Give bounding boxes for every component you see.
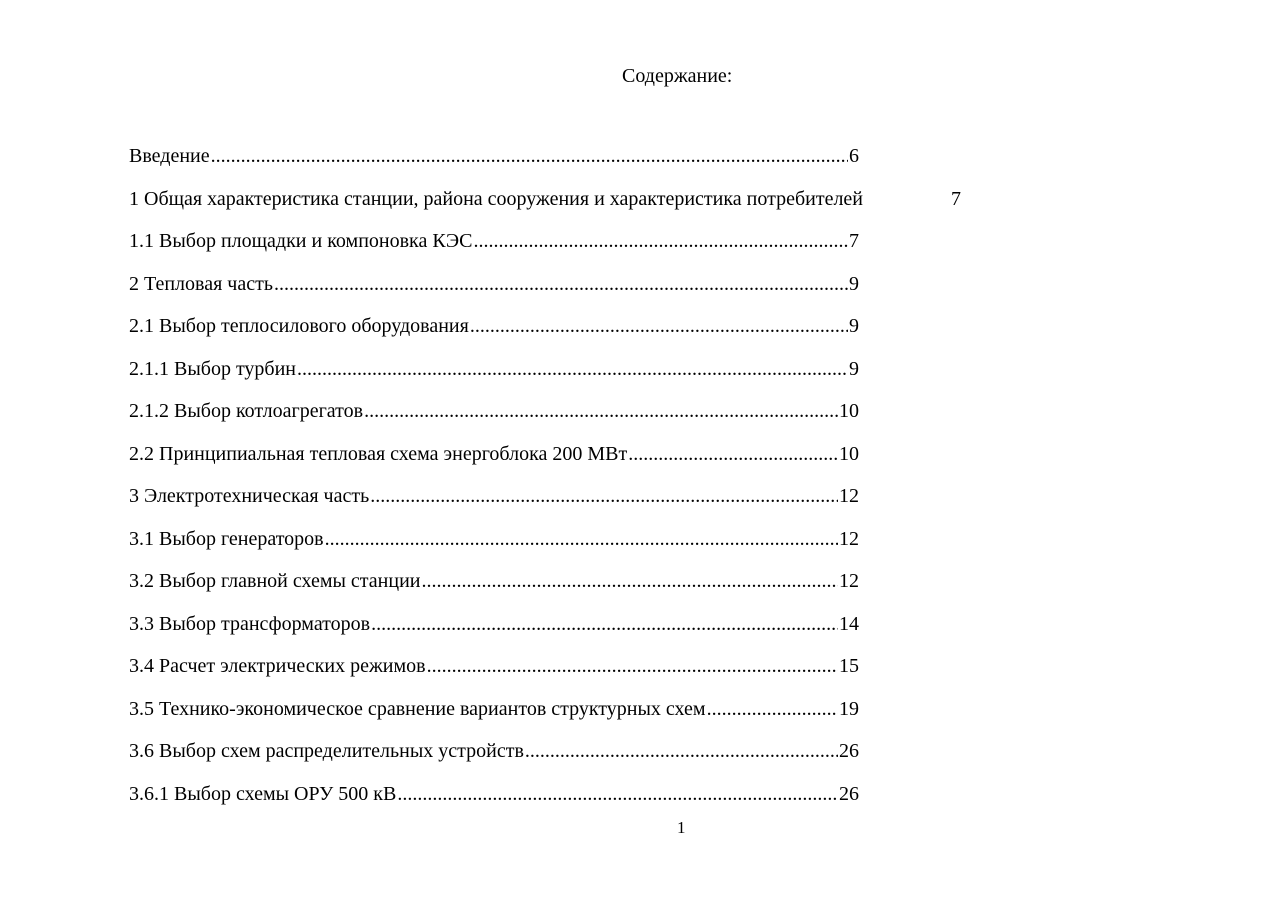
toc-dot-leader	[525, 739, 838, 763]
toc-dot-leader	[211, 144, 848, 168]
toc-entry-title: 3.2 Выбор главной схемы станции	[129, 570, 421, 592]
toc-dot-leader	[364, 399, 838, 423]
toc-entry-page: 26	[839, 782, 859, 805]
toc-dot-leader	[470, 314, 848, 338]
toc-entry	[129, 229, 859, 272]
toc-dot-leader	[707, 697, 838, 721]
toc-entry-page: 10	[839, 400, 859, 422]
toc-dot-leader	[371, 612, 838, 636]
toc-dot-leader	[297, 357, 848, 381]
toc-entry-page: 9	[849, 315, 859, 337]
toc-entry-title: 3 Электротехническая часть	[129, 485, 370, 507]
toc-entry	[129, 442, 859, 485]
toc-entry-title: Введение	[129, 145, 210, 167]
toc-entry-title: 3.3 Выбор трансформаторов	[129, 612, 371, 635]
toc-entry	[129, 527, 859, 570]
toc-entry	[129, 697, 859, 740]
toc-entry-page: 6	[849, 145, 859, 167]
toc-entry-page: 14	[839, 612, 859, 635]
toc-entry	[129, 569, 859, 612]
toc-entry-page: 26	[839, 740, 859, 762]
toc-entry	[129, 357, 859, 400]
toc-entry-title: 2 Тепловая часть	[129, 272, 273, 295]
toc-entry-title: 2.2 Принципиальная тепловая схема энергоблока 200 МВт	[129, 442, 628, 465]
toc-entry-page: 9	[849, 357, 859, 380]
toc-entry-page: 7	[849, 230, 859, 252]
toc-dot-leader	[628, 442, 838, 466]
toc-entry-page: 12	[839, 485, 859, 507]
toc-entry	[129, 314, 859, 357]
toc-entry-title: 3.5 Технико-экономическое сравнение вариантов структурных схем	[129, 697, 706, 720]
toc-entry	[129, 654, 859, 697]
toc-entry	[129, 484, 859, 527]
document-title: Содержание:	[622, 65, 733, 87]
toc-entry-page: 15	[839, 655, 859, 677]
toc-entry	[129, 144, 859, 187]
toc-entry-title: 2.1.2 Выбор котлоагрегатов	[129, 400, 364, 422]
toc-entry-page: 7	[951, 187, 961, 210]
toc-entry	[129, 399, 859, 442]
toc-entry-title: 2.1 Выбор теплосилового оборудования	[129, 315, 469, 337]
toc-entry	[129, 187, 961, 230]
toc-entry-page: 9	[849, 272, 859, 295]
page-number: 1	[677, 818, 686, 837]
toc-dot-leader	[421, 569, 838, 593]
toc-entry-page: 12	[839, 570, 859, 592]
toc-dot-leader	[370, 484, 838, 508]
toc-entry-page: 10	[839, 442, 859, 465]
table-of-contents	[129, 144, 961, 824]
toc-entry-page: 19	[839, 697, 859, 720]
toc-entry-page: 12	[839, 527, 859, 550]
toc-entry-title: 3.6.1 Выбор схемы ОРУ 500 кВ	[129, 782, 397, 805]
toc-dot-leader	[274, 272, 848, 296]
toc-dot-leader	[397, 782, 838, 806]
toc-dot-leader	[325, 527, 838, 551]
toc-entry-title: 2.1.1 Выбор турбин	[129, 357, 297, 380]
toc-entry-title: 3.4 Расчет электрических режимов	[129, 655, 426, 677]
toc-entry-title: 3.6 Выбор схем распределительных устройств	[129, 740, 524, 762]
toc-entry-title: 1.1 Выбор площадки и компоновка КЭС	[129, 230, 473, 252]
toc-entry	[129, 782, 859, 825]
toc-entry-title: 1 Общая характеристика станции, района сооружения и характеристика потребителей	[129, 187, 864, 210]
toc-entry-title: 3.1 Выбор генераторов	[129, 527, 324, 550]
toc-dot-leader	[473, 229, 848, 253]
toc-entry	[129, 612, 859, 655]
toc-entry	[129, 739, 859, 782]
toc-entry	[129, 272, 859, 315]
toc-dot-leader	[427, 654, 838, 678]
